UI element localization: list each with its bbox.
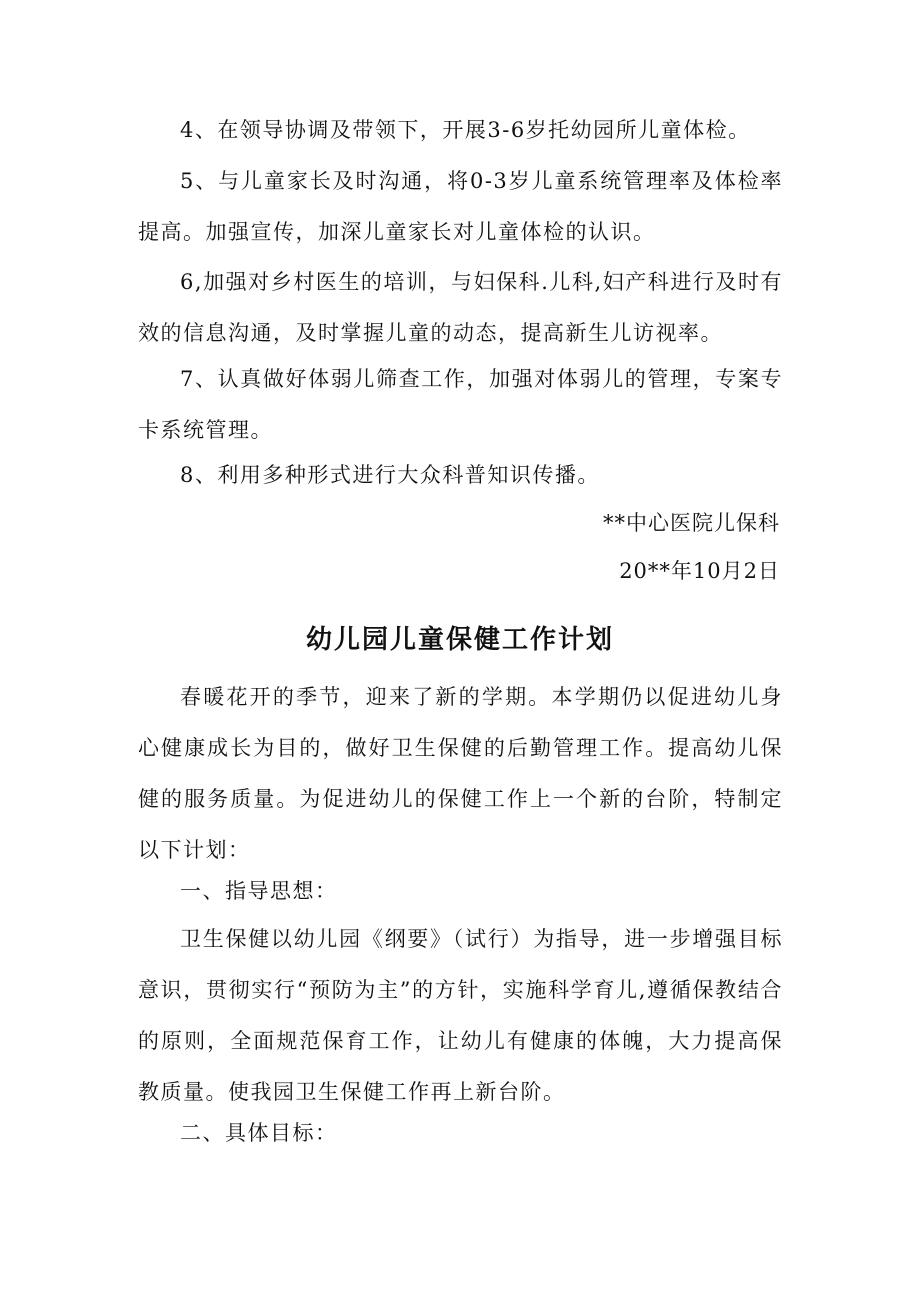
- section-heading-guiding-thought: 一、指导思想：: [180, 879, 338, 903]
- list-item-7: 7、认真做好体弱儿筛查工作，加强对体弱儿的管理，专案专卡系统管理。: [138, 367, 783, 442]
- document-title: 幼儿园儿童保健工作计划: [305, 625, 614, 655]
- guiding-thought-paragraph: 卫生保健以幼儿园《纲要》（试行）为指导，进一步增强目标意识，贯彻实行“预防为主”的方针，实施科学育儿,遵循保教结合的原则，全面规范保育工作，让幼儿有健康的体魄，大力提高保教质量。使我园卫生保健工作再上新台阶。: [138, 927, 783, 1104]
- section-heading-specific-goals: 二、具体目标：: [180, 1121, 338, 1145]
- list-item-4: 4、在领导协调及带领下，开展3-6岁托幼园所儿童体检。: [180, 118, 751, 142]
- list-item-8: 8、利用多种形式进行大众科普知识传播。: [180, 463, 600, 487]
- signature-organization: **中心医院儿保科: [603, 511, 780, 535]
- list-item-6: 6,加强对乡村医生的培训，与妇保科.儿科,妇产科进行及时有效的信息沟通，及时掌握儿童的动态，提高新生儿访视率。: [138, 270, 783, 345]
- intro-paragraph: 春暖花开的季节，迎来了新的学期。本学期仍以促进幼儿身心健康成长为目的，做好卫生保健的后勤管理工作。提高幼儿保健的服务质量。为促进幼儿的保健工作上一个新的台阶，特制定以下计划：: [138, 685, 783, 862]
- list-item-5: 5、与儿童家长及时沟通，将0-3岁儿童系统管理率及体检率提高。加强宣传，加深儿童家长对儿童体检的认识。: [138, 169, 783, 244]
- signature-date: 20**年10月2日: [619, 559, 780, 583]
